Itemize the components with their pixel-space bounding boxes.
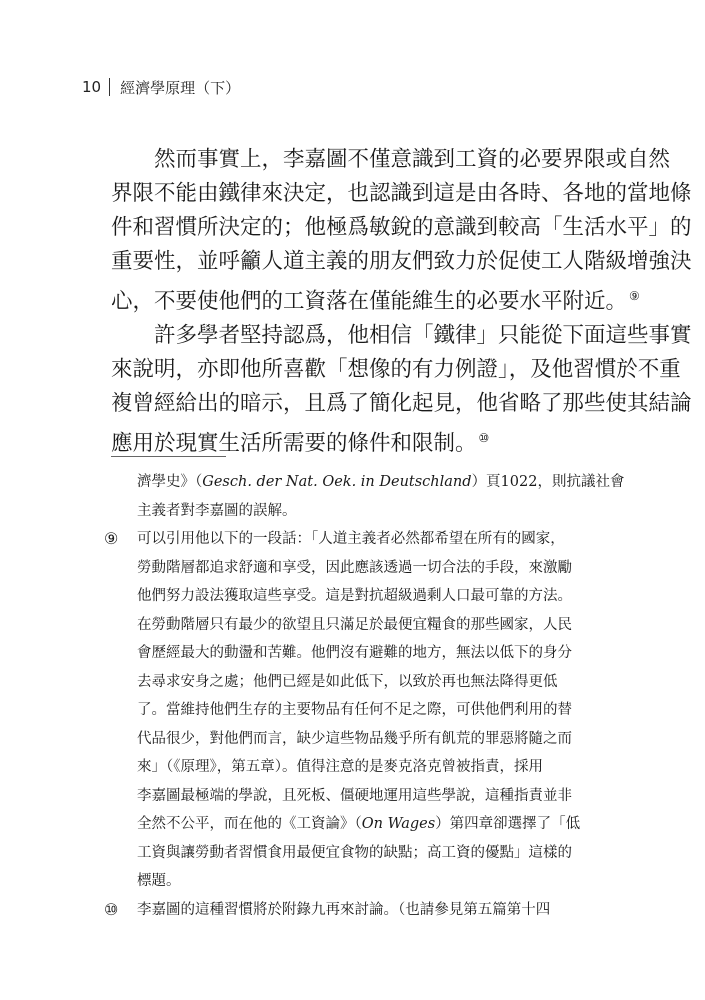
footnote-9 — [104, 525, 604, 896]
footnote-line: 勞動階層都追求舒適和享受，因此應該透過一切合法的手段，來激勵 — [137, 559, 572, 576]
footnote-line: 在勞動階層只有最少的欲望且只滿足於最便宜糧食的那些國家，人民 — [137, 616, 572, 633]
footnote-line: 去尋求安身之處；他們已經是如此低下，以致於再也無法降得更低 — [137, 673, 558, 690]
paragraph-1 — [111, 143, 692, 319]
footnotes — [104, 468, 625, 924]
main-text — [111, 143, 692, 461]
footnote-number: ⑩ — [104, 899, 119, 919]
footnote-line — [137, 468, 624, 497]
page-number: 10 — [82, 78, 102, 96]
footnote-line: 李嘉圖最極端的學說，且死板、僵硬地運用這些學說，這種指責並非 — [137, 787, 572, 804]
footnote-text: ）第四章卻選擇了「低 — [435, 816, 581, 832]
book-title: 經濟學原理（下） — [120, 78, 241, 97]
text-line: 然而事實上，李嘉圖不僅意識到工資的必要界限或自然 — [154, 147, 671, 172]
footnote-ref-10[interactable]: ⑩ — [478, 431, 490, 446]
footnote-divider — [111, 456, 226, 457]
footnote-number: ⑨ — [104, 529, 119, 548]
footnote-italic-title: On Wages — [361, 816, 436, 832]
footnote-line: 來」（《原理》，第五章）。值得注意的是麥克洛克曾被指責，採用 — [137, 759, 543, 775]
footnote-continuation — [104, 468, 625, 525]
text-line-content: 應用於現實生活所需要的條件和限制。 — [111, 431, 477, 457]
text-line-content: 心，不要使他們的工資落在僅能維生的必要水平附近。 — [111, 289, 628, 315]
footnote-line — [137, 810, 604, 839]
text-line: 複曾經給出的暗示，且爲了簡化起見，他省略了那些使其結論 — [111, 391, 692, 417]
text-line: 許多學者堅持認爲，他相信「鐵律」只能從下面這些事實 — [154, 323, 692, 349]
footnote-10 — [104, 896, 604, 925]
footnote-line: 代品很少，對他們而言，缺少這些物品幾乎所有飢荒的罪惡將隨之而 — [137, 730, 572, 747]
footnote-ref-9[interactable]: ⑨ — [629, 289, 640, 303]
text-line: 界限不能由鐵律來決定，也認識到這是由各時、各地的當地條 — [111, 181, 692, 206]
footnote-line: 標題。 — [137, 873, 181, 889]
footnote-text: 濟學史》（ — [137, 474, 203, 490]
footnote-line: 他們努力設法獲取這些享受。這是對抗超級過剩人口最可靠的方法。 — [137, 588, 572, 604]
text-line: 件和習慣所決定的；他極爲敏銳的意識到較高「生活水平」的 — [111, 215, 692, 240]
footnote-line: 主義者對李嘉圖的誤解。 — [137, 502, 297, 519]
text-line: 重要性，並呼籲人道主義的朋友們致力於促使工人階級增強決 — [111, 249, 692, 274]
text-line: 來說明，亦即他所喜歡「想像的有力例證」，及他習慣於不重 — [111, 357, 681, 383]
footnote-italic-title: Gesch. der Nat. Oek. in Deutschland — [202, 474, 472, 490]
footnote-line: 工資與讓勞動者習慣食用最便宜食物的缺點；高工資的優點」這樣的 — [137, 844, 572, 861]
paragraph-2 — [111, 319, 692, 461]
footnote-line: 會歷經最大的動盪和苦難。他們沒有避難的地方，無法以低下的身分 — [137, 645, 572, 661]
footnote-line: 了。當維持他們生存的主要物品有任何不足之際，可供他們利用的替 — [137, 702, 572, 718]
footnote-text: 全然不公平，而在他的《工資論》（ — [137, 816, 362, 832]
footnote-line: 可以引用他以下的一段話：「人道主義者必然都希望在所有的國家， — [137, 531, 565, 547]
header-divider — [109, 78, 110, 96]
text-line — [111, 279, 640, 319]
footnote-line: 李嘉圖的這種習慣將於附錄九再來討論。（也請參見第五篇第十四 — [137, 901, 551, 918]
footnote-text: ）頁1022，則抗議社會 — [471, 474, 625, 490]
running-header — [82, 74, 240, 100]
